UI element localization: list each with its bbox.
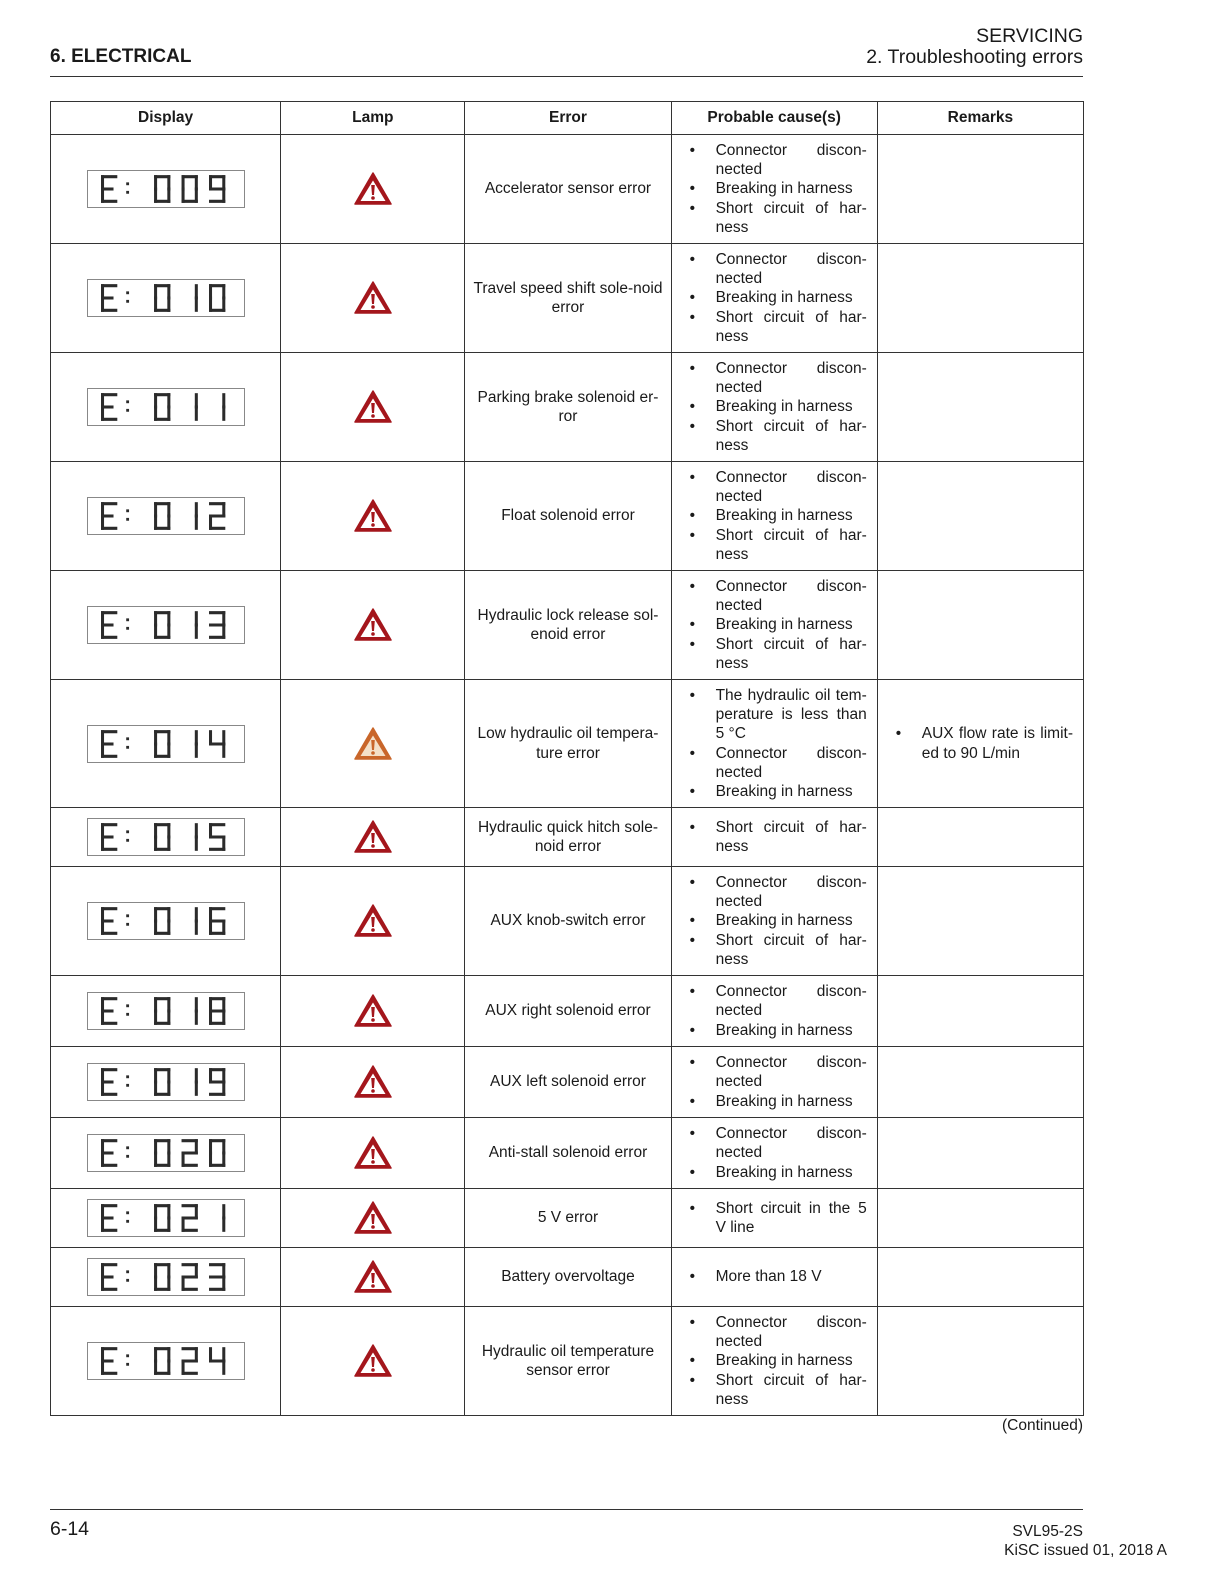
list-item: • Breaking in harness	[690, 1021, 867, 1040]
lamp-cell	[281, 353, 465, 462]
list-item: • Breaking in harness	[690, 782, 867, 801]
causes-cell	[671, 244, 877, 353]
error-cell	[465, 353, 671, 462]
error-code-display	[87, 725, 245, 763]
probable-causes-list	[672, 1124, 877, 1182]
warning-lamp-icon	[354, 994, 392, 1028]
warning-lamp-icon	[354, 727, 392, 761]
remarks-cell	[877, 1118, 1083, 1189]
causes-cell	[671, 808, 877, 867]
list-item: • More than 18 V	[690, 1267, 867, 1286]
lamp-cell	[281, 976, 465, 1047]
probable-causes-list	[672, 359, 877, 455]
list-item: • Connector discon-nected	[690, 873, 867, 911]
lamp-cell	[281, 1248, 465, 1307]
display-cell	[51, 1047, 281, 1118]
display-cell	[51, 1307, 281, 1416]
probable-causes-list	[672, 468, 877, 564]
warning-lamp-icon	[354, 390, 392, 424]
lamp-cell	[281, 808, 465, 867]
column-header-lamp: Lamp	[281, 102, 465, 135]
list-item: • Short circuit of har-ness	[690, 818, 867, 856]
chapter-title: SERVICING	[976, 25, 1083, 47]
footer-info	[1004, 1522, 1167, 1560]
probable-causes-list	[672, 1313, 877, 1409]
remarks-cell	[877, 808, 1083, 867]
error-code-display	[87, 1063, 245, 1101]
column-header-error: Error	[465, 102, 671, 135]
chapter-header	[866, 26, 1083, 68]
causes-cell	[671, 867, 877, 976]
error-code-display	[87, 497, 245, 535]
warning-lamp-icon	[354, 172, 392, 206]
probable-causes-list	[672, 141, 877, 237]
display-cell	[51, 867, 281, 976]
lamp-cell	[281, 1047, 465, 1118]
probable-causes-list	[672, 577, 877, 673]
error-cell	[465, 1307, 671, 1416]
list-item: • Connector discon-nected	[690, 1313, 867, 1351]
error-cell	[465, 462, 671, 571]
error-description: Accelerator sensor error	[484, 180, 652, 198]
error-code-display	[87, 992, 245, 1030]
remarks-cell	[877, 1248, 1083, 1307]
warning-lamp-icon	[354, 1136, 392, 1170]
display-cell	[51, 571, 281, 680]
error-description: Hydraulic quick hitch sole-noid error	[477, 818, 658, 855]
error-code-display	[87, 902, 245, 940]
causes-cell	[671, 1118, 877, 1189]
lamp-cell	[281, 867, 465, 976]
error-cell	[465, 680, 671, 808]
remarks-cell	[877, 462, 1083, 571]
list-item: • Connector discon-nected	[690, 744, 867, 782]
error-description: Anti-stall solenoid error	[488, 1144, 648, 1162]
table-row	[51, 867, 1084, 976]
table-row	[51, 571, 1084, 680]
display-cell	[51, 680, 281, 808]
error-code-display	[87, 818, 245, 856]
causes-cell	[671, 976, 877, 1047]
error-description: Parking brake solenoid er-ror	[477, 388, 659, 425]
warning-lamp-icon	[354, 1260, 392, 1294]
probable-causes-list	[672, 873, 877, 969]
remarks-cell	[877, 976, 1083, 1047]
list-item: • Breaking in harness	[690, 1092, 867, 1111]
list-item: • Short circuit of har-ness	[690, 635, 867, 673]
probable-causes-list	[672, 1053, 877, 1111]
probable-causes-list	[672, 686, 877, 801]
table-row	[51, 1248, 1084, 1307]
list-item: • Breaking in harness	[690, 1163, 867, 1182]
remarks-cell	[877, 353, 1083, 462]
issue-info: KiSC issued 01, 2018 A	[1004, 1542, 1167, 1559]
causes-cell	[671, 571, 877, 680]
list-item: • Breaking in harness	[690, 615, 867, 634]
probable-causes-list	[672, 818, 877, 856]
warning-lamp-icon	[354, 281, 392, 315]
table-row	[51, 135, 1084, 244]
probable-causes-list	[672, 1199, 877, 1237]
list-item: • Breaking in harness	[690, 506, 867, 525]
table-row	[51, 1307, 1084, 1416]
error-code-table	[50, 101, 1084, 1416]
list-item: • Short circuit of har-ness	[690, 199, 867, 237]
list-item: • Breaking in harness	[690, 179, 867, 198]
list-item: • Breaking in harness	[690, 1351, 867, 1370]
table-row	[51, 808, 1084, 867]
error-cell	[465, 1118, 671, 1189]
error-code-display	[87, 279, 245, 317]
table-row	[51, 1118, 1084, 1189]
error-cell	[465, 867, 671, 976]
footer-rule	[50, 1509, 1083, 1510]
section-title: 6. ELECTRICAL	[50, 46, 192, 67]
display-cell	[51, 244, 281, 353]
causes-cell	[671, 1047, 877, 1118]
list-item: • Short circuit of har-ness	[690, 417, 867, 455]
list-item: • Connector discon-nected	[690, 1124, 867, 1162]
warning-lamp-icon	[354, 499, 392, 533]
table-row	[51, 1047, 1084, 1118]
error-cell	[465, 1189, 671, 1248]
warning-lamp-icon	[354, 1065, 392, 1099]
table-row	[51, 1189, 1084, 1248]
error-cell	[465, 808, 671, 867]
error-code-display	[87, 388, 245, 426]
lamp-cell	[281, 1307, 465, 1416]
error-description: 5 V error	[537, 1209, 599, 1227]
table-row	[51, 680, 1084, 808]
error-description: Hydraulic oil temperature sensor error	[481, 1342, 655, 1379]
error-description: Low hydraulic oil tempera-ture error	[477, 725, 659, 762]
list-item: • The hydraulic oil tem-perature is less than 5 °C	[690, 686, 867, 744]
list-item: • Short circuit of har-ness	[690, 931, 867, 969]
remarks-cell	[877, 244, 1083, 353]
error-description: Travel speed shift sole-noid error	[473, 279, 663, 316]
error-cell	[465, 244, 671, 353]
error-description: Hydraulic lock release sol-enoid error	[477, 606, 659, 643]
lamp-cell	[281, 571, 465, 680]
list-item: • Connector discon-nected	[690, 577, 867, 615]
table-row	[51, 462, 1084, 571]
probable-causes-list	[672, 982, 877, 1040]
error-description: Battery overvoltage	[501, 1268, 635, 1286]
continued-note: (Continued)	[1002, 1417, 1083, 1434]
header-rule	[50, 76, 1083, 77]
causes-cell	[671, 1248, 877, 1307]
page-number: 6-14	[50, 1518, 90, 1540]
display-cell	[51, 462, 281, 571]
causes-cell	[671, 462, 877, 571]
error-description: AUX left solenoid error	[490, 1073, 646, 1091]
display-cell	[51, 976, 281, 1047]
warning-lamp-icon	[354, 820, 392, 854]
list-item: • Connector discon-nected	[690, 982, 867, 1020]
remarks-cell	[877, 1307, 1083, 1416]
list-item: • Connector discon-nected	[690, 250, 867, 288]
list-item: • AUX flow rate is limit-ed to 90 L/min	[896, 724, 1073, 762]
table-header-row	[51, 102, 1084, 135]
error-description: Float solenoid error	[501, 507, 635, 525]
list-item: • Breaking in harness	[690, 288, 867, 307]
error-cell	[465, 135, 671, 244]
remarks-cell	[877, 867, 1083, 976]
causes-cell	[671, 1307, 877, 1416]
display-cell	[51, 1189, 281, 1248]
error-cell	[465, 571, 671, 680]
causes-cell	[671, 135, 877, 244]
error-cell	[465, 1248, 671, 1307]
lamp-cell	[281, 1189, 465, 1248]
causes-cell	[671, 680, 877, 808]
probable-causes-list	[672, 250, 877, 346]
error-code-display	[87, 170, 245, 208]
list-item: • Short circuit of har-ness	[690, 1371, 867, 1409]
warning-lamp-icon	[354, 904, 392, 938]
column-header-causes: Probable cause(s)	[671, 102, 877, 135]
list-item: • Connector discon-nected	[690, 359, 867, 397]
error-code-display	[87, 606, 245, 644]
error-description: AUX right solenoid error	[485, 1002, 651, 1020]
warning-lamp-icon	[354, 1201, 392, 1235]
causes-cell	[671, 1189, 877, 1248]
list-item: • Connector discon-nected	[690, 141, 867, 179]
display-cell	[51, 1248, 281, 1307]
error-cell	[465, 1047, 671, 1118]
table-row	[51, 353, 1084, 462]
error-code-display	[87, 1342, 245, 1380]
list-item: • Connector discon-nected	[690, 1053, 867, 1091]
error-description: AUX knob-switch error	[490, 912, 646, 930]
remarks-cell	[877, 1047, 1083, 1118]
causes-cell	[671, 353, 877, 462]
remarks-cell	[877, 571, 1083, 680]
lamp-cell	[281, 1118, 465, 1189]
warning-lamp-icon	[354, 1344, 392, 1378]
display-cell	[51, 808, 281, 867]
subsection-title: 2. Troubleshooting errors	[866, 46, 1083, 68]
list-item: • Breaking in harness	[690, 397, 867, 416]
lamp-cell	[281, 680, 465, 808]
error-cell	[465, 976, 671, 1047]
error-code-display	[87, 1134, 245, 1172]
list-item: • Short circuit of har-ness	[690, 526, 867, 564]
error-code-display	[87, 1258, 245, 1296]
probable-causes-list	[672, 1267, 877, 1286]
remarks-list	[878, 724, 1083, 762]
list-item: • Connector discon-nected	[690, 468, 867, 506]
column-header-display: Display	[51, 102, 281, 135]
lamp-cell	[281, 462, 465, 571]
list-item: • Short circuit in the 5 V line	[690, 1199, 867, 1237]
error-code-display	[87, 1199, 245, 1237]
model-name: SVL95-2S	[1012, 1523, 1083, 1540]
lamp-cell	[281, 135, 465, 244]
display-cell	[51, 135, 281, 244]
list-item: • Short circuit of har-ness	[690, 308, 867, 346]
display-cell	[51, 1118, 281, 1189]
table-row	[51, 244, 1084, 353]
column-header-remarks: Remarks	[877, 102, 1083, 135]
warning-lamp-icon	[354, 608, 392, 642]
lamp-cell	[281, 244, 465, 353]
remarks-cell	[877, 135, 1083, 244]
remarks-cell	[877, 1189, 1083, 1248]
table-row	[51, 976, 1084, 1047]
remarks-cell	[877, 680, 1083, 808]
display-cell	[51, 353, 281, 462]
list-item: • Breaking in harness	[690, 911, 867, 930]
